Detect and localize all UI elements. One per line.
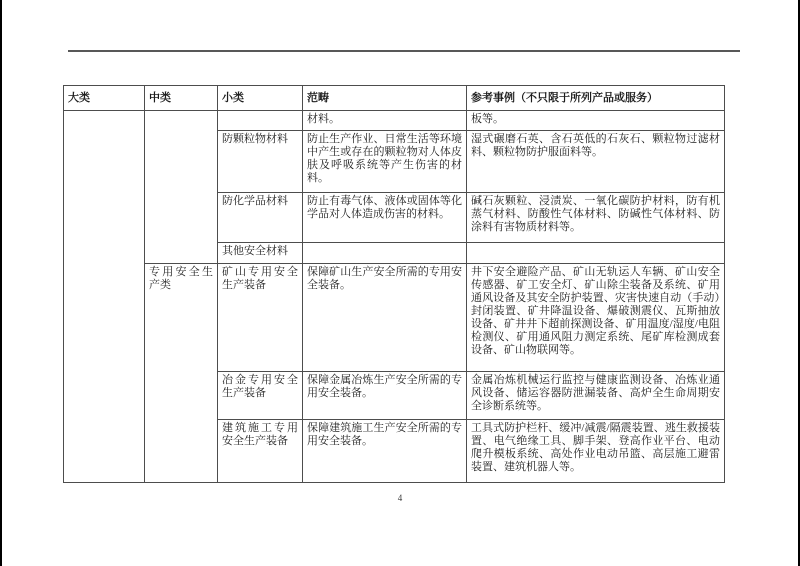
- cell-scope: 保障金属冶炼生产安全所需的专用安全装备。: [303, 372, 467, 420]
- cell-subcategory: 其他安全材料: [218, 243, 303, 264]
- header-rule: [68, 50, 740, 52]
- cell-scope: [303, 243, 467, 264]
- header-cell-major-category: 大类: [64, 86, 145, 111]
- cell-examples: 工具式防护栏杆、缓冲/减震/隔震装置、逃生救援装置、电气绝缘工具、脚手架、登高作业平台、电动爬升模板系统、高处作业电动吊篮、高层施工避雷装置、建筑机器人等。: [467, 420, 725, 483]
- cell-subcategory: 矿山专用安全生产装备: [218, 264, 303, 372]
- table-row: [64, 264, 725, 372]
- cell-subcategory: 建筑施工专用安全生产装备: [218, 420, 303, 483]
- cell-examples: 金属冶炼机械运行监控与健康监测设备、冶炼业通风设备、储运容器防泄漏装备、高炉全生命周期安全诊断系统等。: [467, 372, 725, 420]
- cell-major-category-empty: [64, 111, 145, 483]
- cell-examples: 板等。: [467, 111, 725, 131]
- table-header-row: [64, 86, 725, 111]
- cell-mid-category: 专用安全生产类: [145, 264, 218, 483]
- cell-scope: 保障矿山生产安全所需的专用安全装备。: [303, 264, 467, 372]
- table-row: [64, 111, 725, 131]
- scan-edge-left: [0, 0, 2, 566]
- header-cell-sub-category: 小类: [218, 86, 303, 111]
- cell-examples: [467, 243, 725, 264]
- cell-subcategory: 冶金专用安全生产装备: [218, 372, 303, 420]
- cell-scope: 防止有毒气体、液体或固体等化学品对人体造成伤害的材料。: [303, 193, 467, 243]
- page-number: 4: [397, 493, 403, 503]
- cell-scope: 材料。: [303, 111, 467, 131]
- cell-mid-category-empty: [145, 111, 218, 264]
- cell-examples: 湿式碾磨石英、含石英低的石灰石、颗粒物过滤材料、颗粒物防护服面料等。: [467, 131, 725, 193]
- category-table: [63, 85, 725, 483]
- cell-scope: 防止生产作业、日常生活等环境中产生或存在的颗粒物对人体皮肤及呼吸系统等产生伤害的材料。: [303, 131, 467, 193]
- header-cell-scope: 范畴: [303, 86, 467, 111]
- header-cell-mid-category: 中类: [145, 86, 218, 111]
- cell-subcategory: 防化学品材料: [218, 193, 303, 243]
- cell-examples: 碱石灰颗粒、浸渍炭、一氧化碳防护材料，防有机蒸气材料、防酸性气体材料、防碱性气体材料、防涂料有害物质材料等。: [467, 193, 725, 243]
- cell-examples: 井下安全避险产品、矿山无轨运人车辆、矿山安全传感器、矿工安全灯、矿山除尘装备及系统、矿用通风设备及其安全防护装置、灾害快速自动（手动）封闭装置、矿井降温设备、爆破测震仪、瓦斯抽放设备、矿井井下超前探测设备、矿用温度/湿度/电阻检测仪、矿用通风阻力测定系统、尾矿库检测成套设备、矿山物联网等。: [467, 264, 725, 372]
- header-cell-examples: 参考事例（不只限于所列产品或服务）: [467, 86, 725, 111]
- cell-subcategory: [218, 111, 303, 131]
- cell-scope: 保障建筑施工生产安全所需的专用安全装备。: [303, 420, 467, 483]
- cell-subcategory: 防颗粒物材料: [218, 131, 303, 193]
